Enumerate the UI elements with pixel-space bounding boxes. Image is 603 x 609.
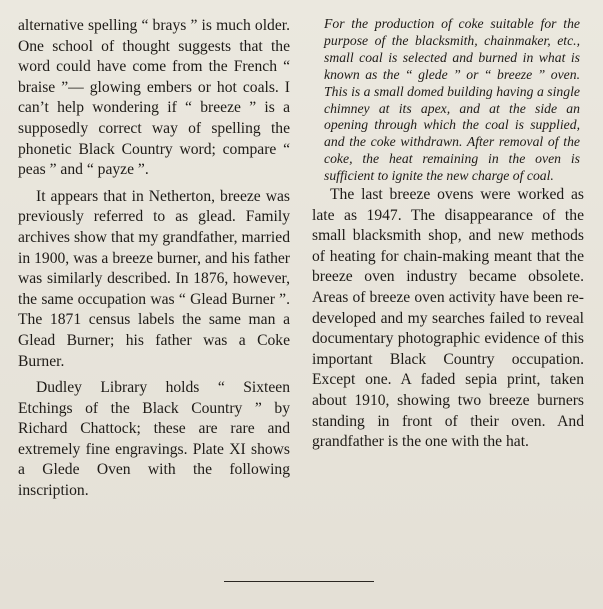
section-divider bbox=[224, 581, 374, 582]
left-column bbox=[18, 16, 290, 502]
right-column bbox=[312, 16, 584, 453]
paragraph-netherton: It appears that in Netherton, breeze was previously referred to as glead. Family archives show that my grandfather, married in 1900, was a breeze burner, and his father was similarly described. In 1876, however, the same occupation was “ Glead Burner ”. The 1871 census labels the same man a Glead Burner; his father was a Coke Burner. bbox=[18, 187, 290, 370]
glede-oven-inscription: For the production of coke suitable for the purpose of the blacksmith, chainmaker, etc., small coal is selected and burned in what is known as the “ glede ” or “ breeze ” oven. This is a small domed building having a single chimney at its apex, and at the side an opening through which the coal is supplied, and the coke withdrawn. After removal of the coke, the heat remaining in the oven is sufficient to ignite the new charge of coal. bbox=[324, 16, 580, 184]
paragraph-last-ovens: The last breeze ovens were worked as late as 1947. The disappearance of the small blacksmith shop, and new methods of heating for chain-making meant that the breeze oven industry became obsolete. Areas of breeze oven activity have been re-developed and my searches failed to reveal documentary photographic evidence of this important Black Country occupation. Except one. A faded sepia print, taken about 1910, showing two breeze burners standing in front of their oven. And grandfather is the one with the hat. bbox=[312, 186, 584, 451]
paragraph-dudley-library: Dudley Library holds “ Sixteen Etchings of the Black Country ” by Richard Chattock; these are rare and extremely fine engravings. Plate XI shows a Glede Oven with the following inscription. bbox=[18, 379, 290, 500]
paragraph-spelling: alternative spelling “ brays ” is much older. One school of thought suggests that the word could have come from the French “ braise ”— glowing embers or hot coals. I can’t help wondering if “ breeze ” is a supposedly correct way of spelling the phonetic Black Country word; compare “ peas ” and “ payze ”. bbox=[18, 17, 290, 179]
